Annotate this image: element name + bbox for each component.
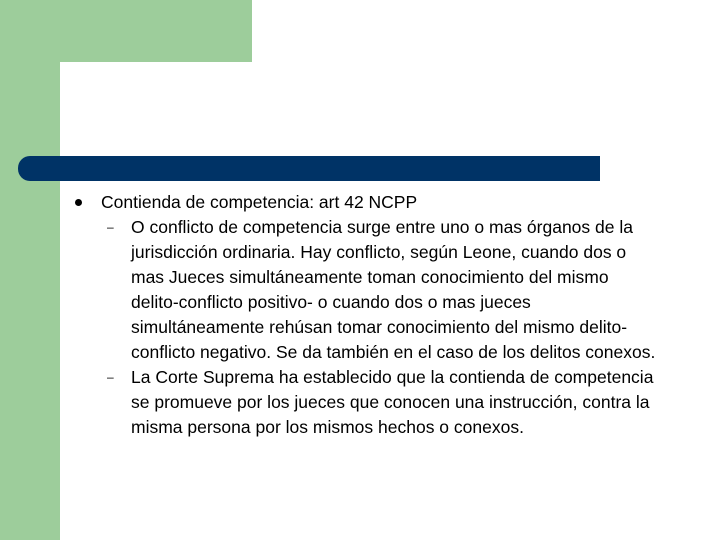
- sub-bullet-item: [107, 215, 672, 365]
- sub-bullet-item: [107, 365, 672, 440]
- sub-bullet-text: La Corte Suprema ha establecido que la contienda de competencia se promueve por los jueces que conocen una instrucción, contra la misma persona por los mismos hechos o conexos.: [131, 367, 654, 437]
- dash-marker: –: [107, 370, 114, 384]
- bullet-item: [72, 190, 672, 215]
- dash-marker: –: [107, 220, 114, 234]
- title-divider-bar: [18, 156, 600, 181]
- slide-content: [72, 190, 672, 440]
- decorative-rounded-corner: [60, 62, 104, 106]
- sub-bullet-list: [107, 215, 672, 440]
- sub-bullet-text: O conflicto de competencia surge entre uno o mas órganos de la jurisdicción ordinaria. Hay conflicto, según Leone, cuando dos o mas Jueces simultáneamente toman conocimiento del mismo delito-conflicto positivo- o cuando dos o mas jueces simultáneamente rehúsan tomar conocimiento del mismo delito-conflicto negativo. Se da también en el caso de los delitos conexos.: [131, 217, 656, 362]
- bullet-dot-icon: [72, 190, 101, 215]
- bullet-text: Contienda de competencia: art 42 NCPP: [101, 192, 418, 212]
- decorative-green-block-left: [0, 0, 60, 540]
